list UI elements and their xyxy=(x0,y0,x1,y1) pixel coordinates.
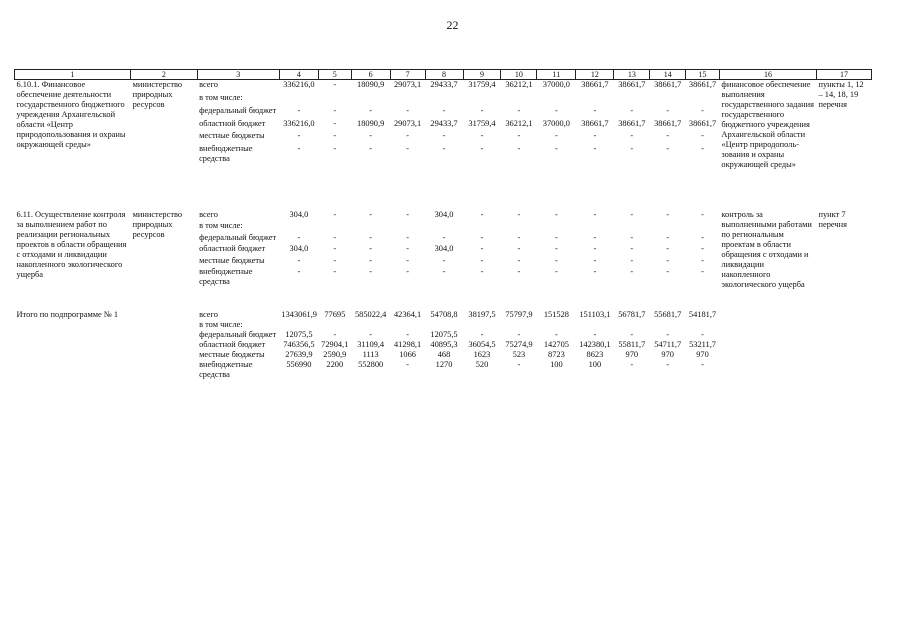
funding-value: 585022,4 xyxy=(354,310,387,319)
funding-source: федеральный бюджет xyxy=(199,105,277,115)
funding-value: - xyxy=(442,232,446,242)
funding-value: - xyxy=(333,232,337,242)
funding-value: - xyxy=(701,232,704,242)
column-number-header: 10 xyxy=(501,70,537,80)
funding-value: 75274,9 xyxy=(505,340,533,349)
funding-value: - xyxy=(297,105,301,115)
responsible-executor: министерство природных ресурсов xyxy=(132,210,183,239)
funding-value: 38661,7 xyxy=(618,118,646,128)
funding-value: - xyxy=(517,330,521,339)
funding-value xyxy=(501,320,537,330)
funding-value: - xyxy=(517,360,521,369)
funding-value: 40895,3 xyxy=(430,340,458,349)
funding-source: внебюджетные средства xyxy=(199,267,253,287)
funding-value: 151103,1 xyxy=(579,310,611,319)
funding-value: 38661,7 xyxy=(581,80,609,89)
funding-value: - xyxy=(297,255,301,265)
funding-value xyxy=(576,320,614,330)
funding-value: 31109,4 xyxy=(357,340,385,349)
funding-value: - xyxy=(333,80,337,89)
funding-value: 38661,7 xyxy=(654,80,682,89)
funding-value: 54708,8 xyxy=(430,310,458,319)
funding-value: 552800 xyxy=(358,360,384,369)
funding-value: 38661,7 xyxy=(688,80,717,89)
funding-value: 142380,1 xyxy=(579,340,611,349)
funding-value: 12075,5 xyxy=(285,330,313,339)
column-number-header: 2 xyxy=(131,70,197,80)
funding-value: 29073,1 xyxy=(393,118,422,128)
funding-value: - xyxy=(480,131,484,141)
funding-value: 54181,7 xyxy=(688,310,717,319)
funding-value: 2200 xyxy=(326,360,344,369)
funding-value: 8723 xyxy=(548,350,565,359)
funding-value: 37000,0 xyxy=(542,80,570,89)
funding-value: 970 xyxy=(696,350,709,359)
funding-value: - xyxy=(701,360,704,369)
funding-value xyxy=(425,320,463,330)
funding-value: 42364,1 xyxy=(393,310,422,319)
funding-value: - xyxy=(554,255,558,265)
funding-value: 304,0 xyxy=(434,210,454,219)
funding-value: - xyxy=(480,330,484,339)
column-number-row xyxy=(15,70,872,80)
funding-value: - xyxy=(701,255,704,265)
funding-value: - xyxy=(333,244,337,254)
funding-value: - xyxy=(442,144,446,154)
funding-value: 151528 xyxy=(543,310,569,319)
funding-value xyxy=(686,93,720,106)
funding-value: 12075,5 xyxy=(430,330,458,339)
funding-value: 31759,4 xyxy=(468,80,496,89)
expected-result: финансовое обеспечение выполнения государственного задания государственного бюджетного учреждения Архангельской области «Центр природополь- зования и охраны окружающей среды» xyxy=(721,80,814,169)
funding-value: 41298,1 xyxy=(393,340,422,349)
funding-value: - xyxy=(666,360,670,369)
funding-value: 29433,7 xyxy=(430,80,458,89)
funding-value: 142705 xyxy=(543,340,569,349)
funding-value: 1270 xyxy=(435,360,453,369)
funding-value: - xyxy=(369,244,373,254)
section-spacer xyxy=(15,290,872,310)
funding-value: 72904,1 xyxy=(321,340,349,349)
funding-value xyxy=(390,221,425,232)
funding-value: - xyxy=(406,255,409,265)
funding-value: 31759,4 xyxy=(468,118,496,128)
funding-value xyxy=(351,93,390,106)
funding-value: - xyxy=(333,118,337,128)
funding-value: 55681,7 xyxy=(654,310,682,319)
funding-value: 970 xyxy=(661,350,674,359)
funding-value: - xyxy=(666,255,670,265)
funding-value xyxy=(425,221,463,232)
funding-source: в том числе: xyxy=(199,221,243,231)
funding-value: - xyxy=(593,105,597,115)
spacer-cell xyxy=(15,190,872,210)
funding-value: - xyxy=(554,330,558,339)
funding-value: - xyxy=(630,105,634,115)
funding-value xyxy=(318,221,351,232)
funding-value xyxy=(501,221,537,232)
funding-value: 746356,5 xyxy=(283,340,315,349)
funding-value: - xyxy=(701,144,704,154)
funding-value: - xyxy=(517,255,521,265)
funding-value: - xyxy=(666,144,670,154)
funding-value xyxy=(390,320,425,330)
column-number-header: 4 xyxy=(279,70,318,80)
funding-value: - xyxy=(406,144,409,154)
funding-value: 77695 xyxy=(324,310,346,319)
funding-value: - xyxy=(517,131,521,141)
funding-value: - xyxy=(406,267,409,277)
column-number-header: 7 xyxy=(390,70,425,80)
funding-value: - xyxy=(630,360,634,369)
funding-value: - xyxy=(630,255,634,265)
funding-value: - xyxy=(480,255,484,265)
funding-value xyxy=(463,221,501,232)
table-row xyxy=(15,210,872,221)
funding-value: - xyxy=(333,105,337,115)
funding-value: - xyxy=(333,267,337,277)
funding-value: 18090,9 xyxy=(357,118,385,128)
program-table xyxy=(14,69,872,380)
funding-value: - xyxy=(369,131,373,141)
funding-value: - xyxy=(333,255,337,265)
funding-value: - xyxy=(480,210,484,219)
funding-value: - xyxy=(442,267,446,277)
funding-value: 556990 xyxy=(286,360,312,369)
funding-value: 38661,7 xyxy=(618,80,646,89)
column-number-header: 13 xyxy=(614,70,650,80)
funding-value: 38197,5 xyxy=(468,310,496,319)
funding-value: - xyxy=(517,105,521,115)
table-row xyxy=(15,80,872,93)
funding-value: - xyxy=(554,210,558,219)
funding-source: федеральный бюджет xyxy=(199,232,277,242)
funding-value: - xyxy=(333,210,337,219)
funding-value: - xyxy=(630,267,634,277)
funding-value: - xyxy=(701,131,704,141)
funding-value: 29433,7 xyxy=(430,118,458,128)
funding-value: - xyxy=(442,105,446,115)
funding-value: 1113 xyxy=(362,350,379,359)
table-row xyxy=(15,310,872,320)
funding-value xyxy=(576,93,614,106)
funding-value: 38661,7 xyxy=(654,118,682,128)
funding-value: 56781,7 xyxy=(618,310,646,319)
activity-description: 6.10.1. Финансовое обеспечение деятельности государственного бюджетного учреждения Архангельской области «Центр природопользования и охраны окружающей среды» xyxy=(16,80,126,149)
activity-description: 6.11. Осуществление контроля за выполнением работ по реализации региональных проектов в области обращения с отходами и ликвидации накопленного экологического ущерба xyxy=(16,210,127,279)
funding-value: - xyxy=(369,255,373,265)
funding-value: - xyxy=(593,267,597,277)
funding-value xyxy=(351,221,390,232)
funding-value: 38661,7 xyxy=(581,118,609,128)
funding-source: всего xyxy=(199,80,218,89)
list-reference: пункт 7 перечня xyxy=(818,210,847,229)
funding-value: - xyxy=(297,131,301,141)
funding-value: - xyxy=(480,244,484,254)
funding-value: 36212,1 xyxy=(505,118,533,128)
column-number-header: 16 xyxy=(719,70,816,80)
funding-value: 36212,1 xyxy=(505,80,533,89)
funding-value xyxy=(650,320,686,330)
funding-value xyxy=(279,320,318,330)
funding-value: - xyxy=(369,267,373,277)
funding-value: - xyxy=(554,244,558,254)
funding-value: 8623 xyxy=(586,350,604,359)
funding-value xyxy=(318,93,351,106)
funding-value: - xyxy=(666,232,670,242)
funding-value: - xyxy=(630,131,634,141)
column-number-header: 6 xyxy=(351,70,390,80)
funding-value: - xyxy=(701,210,704,219)
funding-value: 523 xyxy=(512,350,526,359)
funding-value xyxy=(390,93,425,106)
funding-value xyxy=(650,93,686,106)
expected-result xyxy=(719,310,816,380)
funding-value: - xyxy=(593,255,597,265)
funding-value: - xyxy=(593,131,597,141)
funding-value: - xyxy=(630,330,634,339)
funding-value xyxy=(614,221,650,232)
funding-value: 18090,9 xyxy=(357,80,385,89)
funding-value: 468 xyxy=(437,350,451,359)
column-number-header: 11 xyxy=(537,70,576,80)
funding-value xyxy=(537,320,576,330)
funding-source: местные бюджеты xyxy=(199,350,265,359)
funding-value: - xyxy=(554,131,558,141)
responsible-executor xyxy=(131,310,197,380)
spacer-cell xyxy=(15,290,872,310)
funding-value: - xyxy=(369,144,373,154)
funding-value: - xyxy=(406,131,409,141)
funding-source: всего xyxy=(199,210,218,219)
funding-value: - xyxy=(442,131,446,141)
column-number-header: 17 xyxy=(817,70,872,80)
funding-value: - xyxy=(406,330,409,339)
funding-value: - xyxy=(554,267,558,277)
section-spacer xyxy=(15,190,872,210)
spacer-cell xyxy=(15,170,872,190)
funding-source: в том числе: xyxy=(199,320,243,329)
column-number-header: 8 xyxy=(425,70,463,80)
funding-value: - xyxy=(593,232,597,242)
funding-value: - xyxy=(480,105,484,115)
funding-value: - xyxy=(517,210,521,219)
funding-source: в том числе: xyxy=(199,92,243,102)
funding-value: - xyxy=(593,144,597,154)
funding-value xyxy=(686,221,720,232)
funding-value: - xyxy=(517,244,521,254)
funding-value xyxy=(686,320,720,330)
funding-value: - xyxy=(701,244,704,254)
funding-value: - xyxy=(554,105,558,115)
funding-value xyxy=(614,320,650,330)
funding-value: 1343061,9 xyxy=(281,310,317,319)
funding-value xyxy=(463,93,501,106)
funding-value: 27639,9 xyxy=(285,350,313,359)
column-number-header: 9 xyxy=(463,70,501,80)
funding-value: 2590,9 xyxy=(323,350,347,359)
funding-source: областной бюджет xyxy=(199,118,266,128)
funding-value xyxy=(537,93,576,106)
funding-value: - xyxy=(369,105,373,115)
funding-value: - xyxy=(333,144,337,154)
funding-value xyxy=(425,93,463,106)
funding-value: - xyxy=(480,144,484,154)
funding-value xyxy=(463,320,501,330)
funding-value: 55811,7 xyxy=(618,340,646,349)
funding-value: - xyxy=(554,232,558,242)
column-number-header: 5 xyxy=(318,70,351,80)
funding-value: - xyxy=(517,232,521,242)
funding-value: 304,0 xyxy=(289,210,309,219)
list-reference: пункты 1, 12 – 14, 18, 19 перечня xyxy=(818,80,864,109)
section-spacer xyxy=(15,170,872,190)
funding-value: - xyxy=(554,144,558,154)
funding-value: - xyxy=(369,210,373,219)
funding-value: - xyxy=(630,144,634,154)
funding-value: - xyxy=(333,131,337,141)
funding-value: - xyxy=(297,144,301,154)
column-number-header: 12 xyxy=(576,70,614,80)
funding-value: - xyxy=(333,330,337,339)
funding-value xyxy=(279,93,318,106)
activity-description: Итого по подпрограмме № 1 xyxy=(16,310,119,319)
funding-value xyxy=(318,320,351,330)
funding-value: 100 xyxy=(588,360,602,369)
funding-value: - xyxy=(593,210,597,219)
funding-source: областной бюджет xyxy=(199,340,266,349)
funding-value: 54711,7 xyxy=(654,340,682,349)
funding-value: - xyxy=(593,244,597,254)
funding-source: всего xyxy=(199,310,218,319)
funding-source: областной бюджет xyxy=(199,244,266,254)
funding-value: 304,0 xyxy=(289,244,309,254)
funding-value: 336216,0 xyxy=(283,80,315,89)
page-number: 22 xyxy=(446,18,459,32)
funding-value: - xyxy=(406,360,409,369)
funding-value: - xyxy=(406,244,409,254)
funding-source: местные бюджеты xyxy=(199,255,265,265)
funding-value: - xyxy=(630,244,634,254)
column-number-header: 3 xyxy=(197,70,279,80)
column-number-header: 14 xyxy=(650,70,686,80)
column-number-header: 1 xyxy=(15,70,131,80)
funding-value: - xyxy=(666,210,670,219)
funding-value: - xyxy=(369,330,373,339)
funding-source: внебюджетные средства xyxy=(199,144,253,164)
funding-value xyxy=(351,320,390,330)
funding-value: - xyxy=(666,244,670,254)
funding-value: 1623 xyxy=(473,350,491,359)
list-reference xyxy=(817,310,872,380)
funding-value: 29073,1 xyxy=(393,80,422,89)
funding-value: - xyxy=(593,330,597,339)
funding-value: - xyxy=(666,105,670,115)
funding-value: - xyxy=(442,255,446,265)
funding-value: - xyxy=(480,267,484,277)
funding-source: внебюджетные средства xyxy=(199,360,253,379)
funding-value: - xyxy=(666,131,670,141)
funding-value: - xyxy=(701,105,704,115)
funding-value: 1066 xyxy=(399,350,416,359)
funding-value: 36054,5 xyxy=(468,340,496,349)
funding-value: 75797,9 xyxy=(505,310,533,319)
funding-value xyxy=(501,93,537,106)
funding-value: - xyxy=(701,330,704,339)
funding-value: 53211,7 xyxy=(689,340,716,349)
funding-value xyxy=(614,93,650,106)
funding-value: - xyxy=(297,267,301,277)
funding-value: - xyxy=(701,267,704,277)
funding-source: местные бюджеты xyxy=(199,131,265,141)
funding-value: - xyxy=(517,267,521,277)
funding-source: федеральный бюджет xyxy=(199,330,277,339)
funding-value: - xyxy=(517,144,521,154)
funding-value: 304,0 xyxy=(434,244,454,254)
funding-value: 970 xyxy=(625,350,639,359)
funding-value: 336216,0 xyxy=(283,118,315,128)
funding-value: - xyxy=(480,232,484,242)
funding-value xyxy=(537,221,576,232)
funding-value: - xyxy=(666,330,670,339)
funding-value: 37000,0 xyxy=(542,118,570,128)
funding-value xyxy=(650,221,686,232)
responsible-executor: министерство природных ресурсов xyxy=(132,80,183,109)
funding-value: - xyxy=(369,232,373,242)
funding-value: - xyxy=(406,232,409,242)
funding-value xyxy=(279,221,318,232)
funding-value xyxy=(576,221,614,232)
expected-result: контроль за выполненными работами по региональным проектам в области обращения с отходами и ликвидации накопленного экологического ущерба xyxy=(721,210,812,289)
funding-value: - xyxy=(630,232,634,242)
funding-value: - xyxy=(406,210,409,219)
funding-value: 100 xyxy=(550,360,563,369)
funding-value: - xyxy=(297,232,301,242)
funding-value: 38661,7 xyxy=(688,118,717,128)
column-number-header: 15 xyxy=(686,70,720,80)
funding-value: 520 xyxy=(475,360,489,369)
funding-value: - xyxy=(406,105,409,115)
funding-value: - xyxy=(666,267,670,277)
funding-value: - xyxy=(630,210,634,219)
